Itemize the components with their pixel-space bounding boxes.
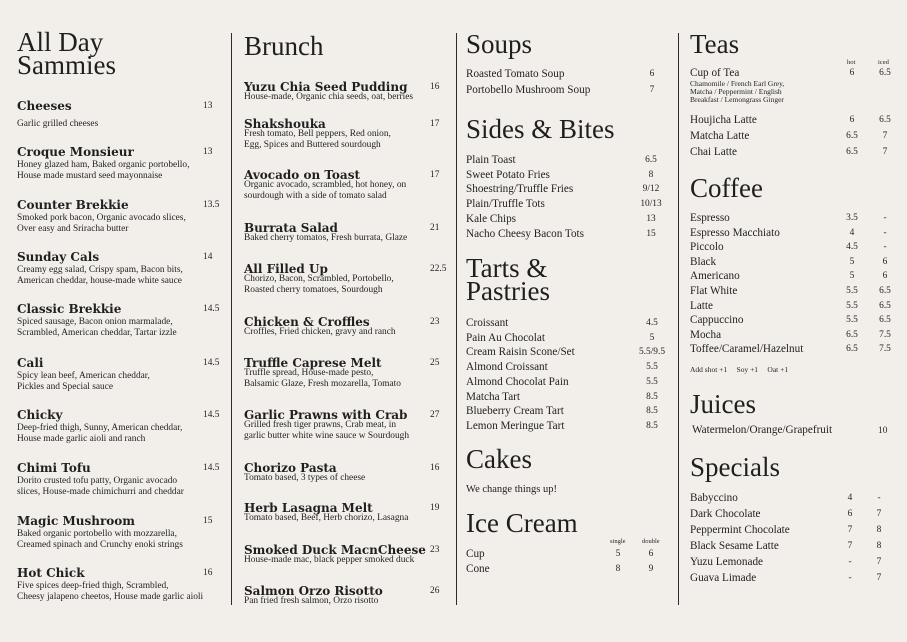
menu-item-description: Truffle spread, House-made pesto, bbox=[244, 368, 374, 378]
menu-item-description: slices, House-made chimichurri and cheddar bbox=[17, 487, 184, 497]
price-col-2: - bbox=[883, 242, 887, 253]
menu-item-name: Classic Brekkie bbox=[17, 302, 122, 316]
section-title: Cakes bbox=[466, 444, 532, 474]
price-col-2: 9 bbox=[648, 564, 654, 574]
price-col-1: - bbox=[848, 573, 852, 583]
price-col-2: 7 bbox=[876, 557, 882, 567]
section-title: Specials bbox=[690, 452, 780, 482]
menu-item-price: 16 bbox=[203, 568, 213, 578]
price-col-1: 3.5 bbox=[846, 213, 858, 223]
menu-item-description: Tomato based, Beef, Herb chorizo, Lasagna bbox=[244, 513, 409, 523]
price-col-2: 6 bbox=[648, 549, 654, 559]
menu-item-name: Roasted Tomato Soup bbox=[466, 68, 565, 80]
menu-item-name: Nacho Cheesy Bacon Tots bbox=[466, 227, 585, 240]
price-col-2: 8 bbox=[876, 525, 882, 535]
menu-item-price: 23 bbox=[430, 545, 440, 555]
menu-item-name: Shoestring/Truffle Fries bbox=[466, 183, 574, 196]
section-title: Tarts & bbox=[466, 253, 548, 283]
menu-item-price: 22.5 bbox=[430, 264, 447, 274]
menu-item-name: Smoked Duck MacnCheese bbox=[244, 543, 426, 557]
price-col-1: 5 bbox=[849, 271, 855, 282]
iced-price: 6.5 bbox=[879, 68, 891, 78]
menu-item-name: Yuzu Lemonade bbox=[690, 556, 764, 568]
column-divider bbox=[678, 33, 679, 605]
tea-description: Chamomile / French Earl Grey, bbox=[690, 79, 785, 88]
price-col-1: 5 bbox=[849, 256, 855, 267]
price-col-1: 4 bbox=[849, 227, 855, 238]
menu-item-price: 10 bbox=[878, 426, 888, 436]
menu-item-name: Truffle Caprese Melt bbox=[244, 356, 382, 370]
price-col-1: 6.5 bbox=[846, 329, 858, 340]
menu-item-name: Chicken & Croffles bbox=[244, 315, 370, 329]
menu-item-name: Piccolo bbox=[690, 241, 724, 254]
section-title: Juices bbox=[690, 389, 756, 419]
menu-item-price: 7 bbox=[649, 85, 655, 95]
menu-item-description: Spicy lean beef, American cheddar, bbox=[17, 371, 150, 381]
price-col-1: 6 bbox=[847, 509, 853, 519]
menu-item-description: Roasted cherry tomatoes, Sourdough bbox=[244, 285, 383, 295]
menu-item-description: Five spices deep-fried thigh, Scrambled, bbox=[17, 581, 169, 591]
price-col-2: 7 bbox=[876, 509, 882, 519]
price-col-1: 7 bbox=[847, 525, 853, 535]
price-col-1: 5.5 bbox=[846, 286, 858, 296]
menu-item-name: All Filled Up bbox=[244, 262, 328, 276]
price-col-2: 7.5 bbox=[879, 344, 891, 355]
menu-item-name: Espresso bbox=[690, 212, 730, 224]
menu-item-description: Cheesy jalapeno cheetos, House made garlic aioli bbox=[17, 592, 204, 602]
menu-item-name: Kale Chips bbox=[466, 212, 517, 225]
price-col-2: - bbox=[877, 493, 881, 503]
menu-item-description: Baked organic portobello with mozzarella, bbox=[17, 529, 177, 539]
menu-item-name: Chicky bbox=[17, 408, 63, 422]
single-header: single bbox=[610, 538, 626, 545]
menu-item-price: 17 bbox=[430, 119, 440, 129]
menu-item-name: Cappuccino bbox=[690, 314, 744, 327]
menu-item-description: Spiced sausage, Bacon onion marmalade, bbox=[17, 317, 173, 327]
menu-item-description: American cheddar, house-made white sauce bbox=[17, 276, 182, 286]
price-col-1: - bbox=[848, 557, 852, 567]
section-title: Pastries bbox=[466, 276, 550, 306]
price-col-1: 6 bbox=[849, 115, 855, 125]
menu-item-name: Garlic Prawns with Crab bbox=[244, 408, 408, 422]
menu-item-description: Egg, Spices and Buttered sourdough bbox=[244, 140, 381, 150]
menu-item-price: 16 bbox=[430, 463, 440, 473]
menu-item-description: House made mustard seed mayonnaise bbox=[17, 171, 163, 181]
cakes-note: We change things up! bbox=[466, 484, 558, 495]
price-col-2: - bbox=[883, 213, 887, 223]
menu-item-description: House-made, Organic chia seeds, oat, berries bbox=[244, 92, 414, 102]
menu-item-name: Matcha Latte bbox=[690, 130, 750, 142]
section-title: Sides & Bites bbox=[466, 114, 615, 144]
section-title: Brunch bbox=[244, 31, 324, 61]
menu-item-name: Burrata Salad bbox=[244, 221, 338, 235]
menu-item-price: 8.5 bbox=[646, 391, 658, 402]
price-col-1: 6.5 bbox=[846, 344, 858, 355]
menu-item-name: Salmon Orzo Risotto bbox=[244, 584, 383, 598]
menu-item-price: 8.5 bbox=[646, 406, 658, 417]
price-col-2: 6 bbox=[882, 271, 888, 282]
menu-item-name: Black Sesame Latte bbox=[690, 540, 779, 552]
menu-item-price: 8.5 bbox=[646, 420, 658, 431]
menu-item-name: Pain Au Chocolat bbox=[466, 331, 545, 344]
menu-item-name: Peppermint Chocolate bbox=[690, 524, 790, 536]
menu-item-name: Matcha Tart bbox=[466, 390, 520, 403]
menu-item-description: Chorizo, Bacon, Scrambled, Portobello, bbox=[244, 274, 394, 284]
section-title: Coffee bbox=[690, 173, 763, 203]
menu-item-price: 14 bbox=[203, 252, 213, 262]
menu-item-name: Guava Limade bbox=[690, 572, 757, 584]
price-col-2: 6 bbox=[882, 256, 888, 267]
menu-item-description: Honey glazed ham, Baked organic portobello, bbox=[17, 160, 190, 170]
price-col-2: 6.5 bbox=[879, 286, 891, 296]
menu-item-price: 14.5 bbox=[203, 410, 220, 420]
menu-item-price: 5 bbox=[649, 332, 655, 343]
menu-item-price: 5.5/9.5 bbox=[638, 347, 666, 358]
menu-item-name: Chorizo Pasta bbox=[244, 461, 337, 475]
menu-item-description: Scrambled, American cheddar, Tartar izzle bbox=[17, 328, 177, 338]
menu-item-description: Fresh tomato, Bell peppers, Red onion, bbox=[244, 129, 391, 139]
menu-item-price: 13 bbox=[203, 101, 213, 111]
menu-item-price: 13 bbox=[203, 147, 213, 157]
menu-item-name: Blueberry Cream Tart bbox=[466, 405, 564, 418]
menu-item-name: Avocado on Toast bbox=[244, 168, 360, 182]
menu-item-description: Organic avocado, scrambled, hot honey, on bbox=[244, 180, 407, 190]
menu-item-price: 15 bbox=[203, 516, 213, 526]
price-col-1: 6.5 bbox=[846, 131, 858, 141]
menu-item-description: garlic butter white wine sauce w Sourdough bbox=[244, 431, 410, 441]
menu-item-name: Cup bbox=[466, 548, 485, 560]
menu-item-description: Over easy and Sriracha butter bbox=[17, 224, 129, 234]
price-col-1: 6.5 bbox=[846, 147, 858, 157]
menu-item-price: 9/12 bbox=[642, 184, 660, 195]
menu-item-description: Creamy egg salad, Crispy spam, Bacon bits, bbox=[17, 265, 183, 275]
menu-item-name: Plain Toast bbox=[466, 154, 516, 166]
menu-item-price: 16 bbox=[430, 82, 440, 92]
menu-item-description: Deep-fried thigh, Sunny, American cheddar, bbox=[17, 423, 183, 433]
menu-item-description: House made garlic aioli and ranch bbox=[17, 434, 146, 444]
menu-item-name: Cream Raisin Scone/Set bbox=[466, 346, 575, 359]
menu-item-name: Lemon Meringue Tart bbox=[466, 419, 565, 432]
menu-item-description: sourdough with a side of tomato salad bbox=[244, 191, 387, 201]
price-col-1: 8 bbox=[615, 564, 621, 574]
price-col-2: 8 bbox=[876, 541, 882, 551]
menu-item-description: Baked cherry tomatos, Fresh burrata, Glaze bbox=[244, 233, 408, 243]
menu-item-price: 23 bbox=[430, 317, 440, 327]
menu-item-name: Cheeses bbox=[17, 99, 72, 113]
menu-item-name: Sweet Potato Fries bbox=[466, 168, 550, 181]
menu-item-price: 15 bbox=[646, 228, 656, 239]
menu-item-name: Watermelon/Orange/Grapefruit bbox=[692, 424, 833, 436]
menu-item-price: 6 bbox=[649, 69, 655, 79]
menu-item-price: 6.5 bbox=[645, 155, 657, 165]
menu-item-name: Houjicha Latte bbox=[690, 114, 757, 126]
menu-item-price: 14.5 bbox=[203, 463, 220, 473]
menu-item-price: 4.5 bbox=[646, 318, 658, 328]
price-col-2: 7 bbox=[882, 147, 888, 157]
menu-item-description: Grilled fresh tiger prawns, Crab meat, in bbox=[244, 420, 397, 430]
price-col-1: 4.5 bbox=[846, 242, 858, 253]
section-title: Sammies bbox=[17, 50, 116, 80]
menu-item-price: 14.5 bbox=[203, 304, 220, 314]
section-title: Ice Cream bbox=[466, 508, 578, 538]
menu-item-description: Tomato based, 3 types of cheese bbox=[244, 473, 366, 483]
price-col-1: 4 bbox=[847, 493, 853, 503]
menu-item-description: Smoked pork bacon, Organic avocado slices, bbox=[17, 213, 186, 223]
menu-item-description: Creamed spinach and Crunchy enoki strings bbox=[17, 540, 183, 550]
menu-item-name: Herb Lasagna Melt bbox=[244, 501, 373, 515]
column-divider bbox=[231, 33, 232, 605]
price-col-1: 7 bbox=[847, 541, 853, 551]
price-col-2: 6.5 bbox=[879, 300, 891, 311]
section-title: Teas bbox=[690, 29, 740, 59]
menu-item-name: Cone bbox=[466, 563, 490, 575]
menu-item-name: Croque Monsieur bbox=[17, 145, 134, 159]
menu-item-description: Dorito crusted tofu patty, Organic avocado bbox=[17, 476, 178, 486]
price-col-2: - bbox=[883, 227, 887, 238]
menu-item-price: 13 bbox=[646, 213, 656, 224]
menu-item-name: Yuzu Chia Seed Pudding bbox=[244, 80, 408, 94]
price-col-1: 5.5 bbox=[846, 300, 858, 311]
menu-item-price: 10/13 bbox=[640, 199, 662, 210]
menu-item-price: 17 bbox=[430, 170, 440, 180]
menu-item-name: Mocha bbox=[690, 328, 722, 341]
menu-item-description: Pan fried fresh salmon, Orzo risotto bbox=[244, 596, 379, 606]
menu-item-name: Cup of Tea bbox=[690, 67, 740, 79]
menu-item-name: Magic Mushroom bbox=[17, 514, 136, 528]
menu-item-price: 5.5 bbox=[646, 362, 658, 373]
menu-item-name: Shakshouka bbox=[244, 117, 326, 131]
section-title: All Day bbox=[17, 27, 104, 57]
addons-note: Add shot +1 Soy +1 Oat +1 bbox=[690, 365, 789, 374]
price-col-2: 7.5 bbox=[879, 329, 891, 340]
section-title: Soups bbox=[466, 29, 533, 59]
price-col-1: 5 bbox=[615, 549, 621, 559]
menu-item-name: Dark Chocolate bbox=[690, 508, 761, 520]
price-col-2: 6.5 bbox=[879, 315, 891, 326]
menu-item-price: 19 bbox=[430, 503, 440, 513]
menu-item-price: 27 bbox=[430, 410, 440, 420]
menu-item-name: Toffee/Caramel/Hazelnut bbox=[690, 343, 804, 356]
menu-item-price: 26 bbox=[430, 586, 440, 596]
menu-item-name: Almond Croissant bbox=[466, 361, 548, 374]
menu-item-price: 21 bbox=[430, 223, 440, 233]
menu-item-name: Black bbox=[690, 255, 717, 268]
menu-item-price: 5.5 bbox=[646, 376, 658, 387]
menu-item-name: Americano bbox=[690, 270, 740, 283]
iced-header: iced bbox=[878, 59, 889, 66]
double-header: double bbox=[642, 538, 660, 545]
menu-item-description: Pickles and Special sauce bbox=[17, 382, 114, 392]
menu-item-name: Babyccino bbox=[690, 492, 738, 504]
menu-item-name: Latte bbox=[690, 299, 713, 312]
menu-item-description: Balsamic Glaze, Fresh mozarella, Tomato bbox=[244, 379, 401, 389]
menu-item-name: Chai Latte bbox=[690, 146, 737, 158]
menu-item-price: 25 bbox=[430, 358, 440, 368]
column-divider bbox=[456, 33, 457, 605]
menu-item-name: Chimi Tofu bbox=[17, 461, 91, 475]
hot-header: hot bbox=[847, 59, 856, 66]
menu-item-price: 14.5 bbox=[203, 358, 220, 368]
price-col-2: 6.5 bbox=[879, 115, 891, 125]
menu-item-name: Plain/Truffle Tots bbox=[466, 198, 545, 211]
hot-price: 6 bbox=[849, 68, 855, 78]
menu-item-name: Flat White bbox=[690, 285, 738, 297]
price-col-1: 5.5 bbox=[846, 315, 858, 326]
menu-item-name: Counter Brekkie bbox=[17, 198, 129, 212]
menu-item-name: Croissant bbox=[466, 317, 509, 329]
menu-item-description: House-made mac, black pepper smoked duck bbox=[244, 555, 415, 565]
tea-description: Breakfast / Lemongrass Ginger bbox=[690, 95, 784, 104]
menu-item-description: Croffles, Fried chicken, gravy and ranch bbox=[244, 327, 396, 337]
menu-item-description: Garlic grilled cheeses bbox=[17, 119, 99, 129]
menu-item-name: Cali bbox=[17, 356, 44, 370]
menu-item-name: Hot Chick bbox=[17, 566, 85, 580]
menu-item-name: Almond Chocolat Pain bbox=[466, 375, 569, 388]
menu-item-name: Portobello Mushroom Soup bbox=[466, 84, 591, 96]
tea-description: Matcha / Peppermint / English bbox=[690, 87, 782, 96]
menu-item-name: Espresso Macchiato bbox=[690, 226, 780, 239]
menu-item-price: 13.5 bbox=[203, 200, 220, 210]
menu-item-price: 8 bbox=[648, 169, 654, 180]
price-col-2: 7 bbox=[882, 131, 888, 141]
price-col-2: 7 bbox=[876, 573, 882, 583]
menu-item-name: Sunday Cals bbox=[17, 250, 100, 264]
